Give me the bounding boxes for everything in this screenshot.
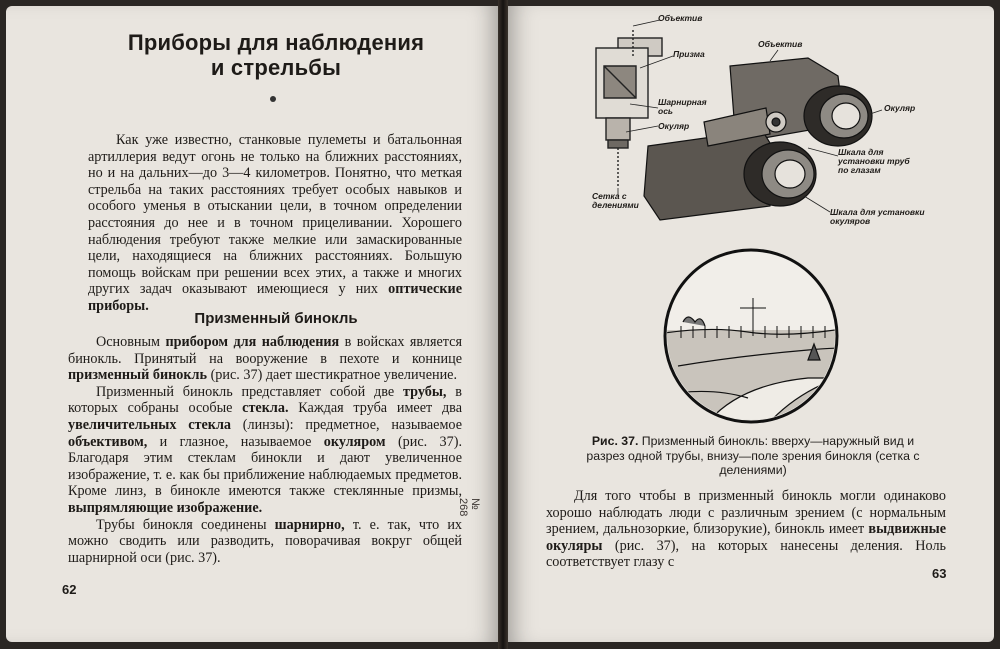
intro-paragraph (88, 132, 462, 315)
text-run: объективом, (68, 433, 148, 450)
page-title (86, 30, 466, 80)
text-run: т. е. так, что их можно сводить или разводить, поворачивая вокруг общей шарнирной оси (рис. 37). (68, 516, 463, 566)
text-run: выпрямляющие изображение. (68, 499, 263, 516)
text-run: (рис. 37) дает шестикратное увеличение. (207, 367, 458, 384)
page-number-left: 62 (62, 582, 77, 597)
text-run: Каждая труба имеет два (288, 400, 462, 417)
paragraph-3 (68, 384, 462, 517)
text-run: увеличительных стекла (68, 416, 232, 433)
left-page (6, 6, 498, 642)
text-run: (рис. 37). Благодаря этим стеклам бинокли и дают увеличенное изображение, т. е. как бы приближение наблюдаемых предметов. Кроме линз, в бинокле имеются также стеклянные призмы, (68, 433, 462, 500)
text-run: выдвижные окуляры (546, 521, 946, 554)
figure-caption (578, 434, 928, 478)
text-run: оптические приборы. (88, 281, 462, 314)
ornament-dot (270, 96, 276, 102)
text-run: шарнирно, (274, 516, 345, 533)
binocular-exterior (644, 58, 872, 220)
title-line-2: и стрельбы (210, 55, 342, 80)
book-spine (498, 0, 508, 649)
body-text (68, 334, 462, 566)
text-run: в которых собраны особые (68, 383, 463, 417)
label-hinge-axis: Шарнирная ось (658, 97, 707, 116)
text-run: Как уже известно, станковые пулеметы и батальонная артиллерия ведут огонь не только на ближних расстояниях, но и на дальних—до 3—4 километров. Понятно, что меткая стрельба на таких расстояниях требует особых навыков и особого уменья в отыскании цели, в точном определении расстояния до нее и в точном прицеливании. Хорошего наблюдения требуют также мелкие или замаскированные цели, находящиеся на ближних расстояниях. Большую помощь войскам при решении всех этих, а также и многих других задач оказывают имеющиеся у них (88, 132, 462, 298)
title-line-1: Приборы для наблюдения (127, 30, 425, 55)
right-body-text (546, 488, 946, 571)
library-stamp: № 268 (457, 498, 481, 517)
label-eyepiece-scale: Шкала для установки окуляров (830, 207, 925, 226)
section-heading: Призменный бинокль (194, 310, 358, 327)
text-run: Для того чтобы в призменный бинокль могли одинаково хорошо наблюдать люди с различным зрением (с нормальным зрением, дальнозоркие, близорукие), бинокль имеет (546, 488, 946, 538)
text-run: в войсках является бинокль. Принятый на вооружение в пехоте и коннице (68, 334, 462, 367)
caption-text: Призменный бинокль: вверху—наружный вид и разрез одной трубы, внизу—поле зрения бинокля (сетка с делениями) (586, 434, 920, 477)
text-run: и глазное, называемое (147, 433, 324, 450)
paragraph-2 (68, 334, 462, 384)
label-tube-scale: Шкала для установки труб по глазам (838, 147, 910, 175)
text-run: призменный бинокль (68, 367, 208, 384)
text-run: трубы, (403, 383, 447, 400)
text-run: стекла. (242, 400, 289, 417)
field-of-view (658, 250, 860, 426)
text-run: Трубы бинокля соединены (96, 516, 275, 533)
text-run: прибором для наблюдения (165, 334, 340, 350)
text-run: Основным (96, 334, 166, 350)
label-eyepiece-big: Окуляр (884, 103, 916, 113)
label-eyepiece-small: Окуляр (658, 121, 690, 131)
label-objective-big: Объектив (758, 39, 803, 49)
paragraph-4 (68, 517, 462, 567)
text-run: Призменный бинокль представляет собой две (96, 383, 403, 400)
right-page (508, 6, 994, 642)
caption-label: Рис. 37. (591, 434, 639, 448)
text-run: (рис. 37), на которых нанесены деления. Ноль соответствует глазу с (546, 537, 946, 571)
page-number-right: 63 (932, 566, 947, 581)
text-run: (линзы): предметное, называемое (231, 416, 462, 433)
label-objective-small: Объектив (658, 13, 703, 23)
label-reticle: Сетка с делениями (592, 191, 639, 210)
label-prism: Призма (673, 49, 705, 59)
text-run: окуляром (323, 433, 386, 450)
